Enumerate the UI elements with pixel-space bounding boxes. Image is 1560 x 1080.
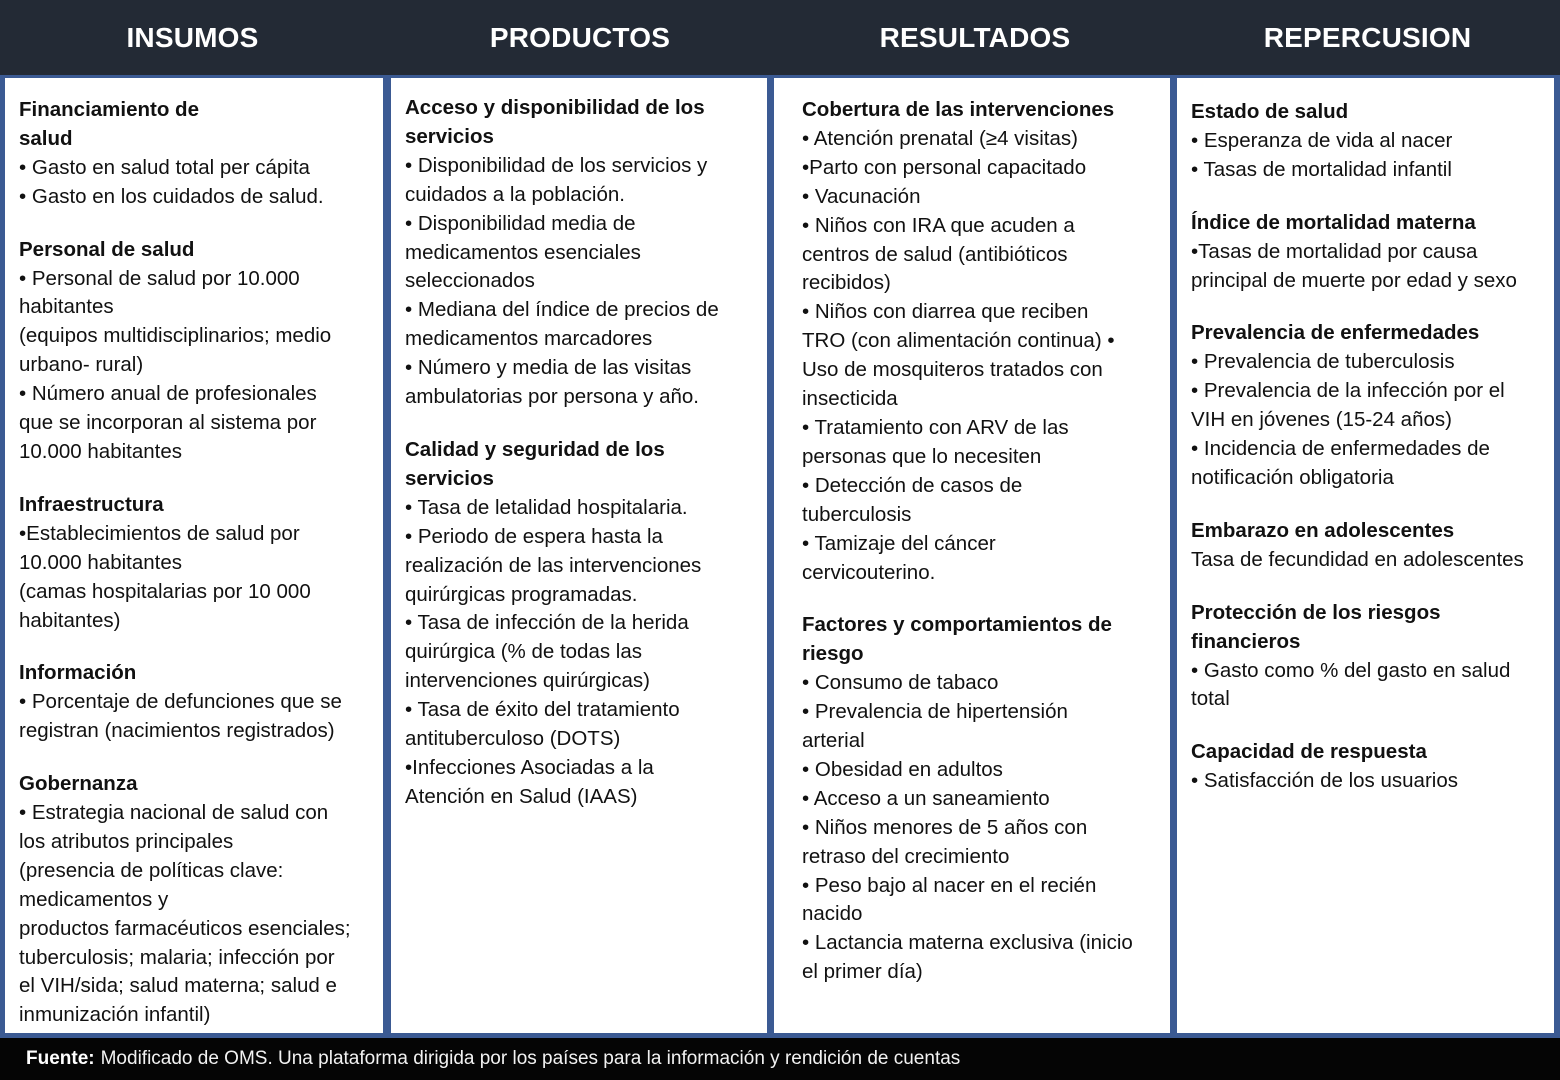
indicator-line: • Disponibilidad media de — [405, 211, 636, 235]
group-title: Financiamiento de — [19, 98, 199, 121]
indicator-line: • Satisfacción de los usuarios — [1191, 769, 1458, 793]
indicator-group — [19, 96, 369, 212]
group-title: Infraestructura — [19, 492, 164, 516]
group-title: Capacidad de respuesta — [1191, 740, 1427, 764]
indicator-line: productos farmacéuticos esenciales; — [19, 916, 351, 940]
indicator-line: • Número y media de las visitas — [405, 356, 692, 380]
indicator-line: tuberculosis — [802, 502, 912, 526]
indicator-line: • Tamizaje del cáncer — [802, 531, 996, 555]
indicator-line: • Niños con IRA que acuden a — [802, 213, 1075, 237]
indicator-line: registran (nacimientos registrados) — [19, 719, 335, 743]
indicator-group — [19, 236, 369, 467]
header-productos: PRODUCTOS — [489, 21, 671, 53]
indicator-line: que se incorporan al sistema por — [19, 411, 317, 435]
indicator-line: • Periodo de espera hasta la — [405, 524, 663, 548]
indicator-line: (presencia de políticas clave: — [19, 858, 284, 882]
indicator-line: habitantes — [19, 295, 114, 319]
indicator-line: • Tasas de mortalidad infantil — [1191, 157, 1452, 181]
footer-text: Modificado de OMS. Una plataforma dirigida por los países para la información y rendición de cuentas — [100, 1048, 961, 1069]
column-resultados — [774, 78, 1170, 1033]
indicator-line: el primer día) — [802, 960, 923, 984]
indicator-line: • Personal de salud por 10.000 — [19, 266, 300, 290]
indicator-line: • Obesidad en adultos — [802, 757, 1003, 781]
indicator-line: el VIH/sida; salud materna; salud e — [19, 974, 337, 998]
indicator-group — [802, 96, 1156, 587]
indicator-group — [19, 770, 369, 1030]
indicator-line: • Incidencia de enfermedades de — [1191, 437, 1490, 461]
indicator-group — [405, 94, 753, 412]
indicator-line: • Gasto en los cuidados de salud. — [19, 184, 324, 208]
indicator-line: •Tasas de mortalidad por causa — [1191, 239, 1478, 263]
indicator-line: los atributos principales — [19, 829, 234, 853]
indicator-line: Atención en Salud (IAAS) — [405, 784, 638, 808]
group-title: Prevalencia de enfermedades — [1191, 321, 1480, 345]
group-title: Personal de salud — [19, 237, 195, 261]
indicator-line: notificación obligatoria — [1191, 465, 1394, 489]
indicator-line: recibidos) — [802, 271, 891, 295]
indicator-line: • Detección de casos de — [802, 473, 1023, 497]
indicator-group — [1191, 738, 1540, 796]
indicator-group — [802, 611, 1156, 987]
indicator-line: intervenciones quirúrgicas) — [405, 669, 650, 693]
indicator-line: insecticida — [802, 387, 898, 411]
group-title: Estado de salud — [1191, 100, 1349, 123]
indicator-line: habitantes) — [19, 608, 121, 632]
indicator-line: • Número anual de profesionales — [19, 382, 317, 406]
indicator-line: cervicouterino. — [802, 560, 936, 584]
footer-label: Fuente: — [26, 1048, 95, 1069]
indicator-line: realización de las intervenciones — [405, 553, 702, 577]
indicator-line: quirúrgicas programadas. — [405, 582, 638, 606]
indicator-line: nacido — [802, 902, 863, 926]
indicator-group — [19, 659, 369, 746]
indicator-group — [1191, 98, 1540, 185]
indicator-line: •Establecimientos de salud por — [19, 521, 300, 545]
indicator-line: • Tasa de éxito del tratamiento — [405, 698, 680, 722]
group-title: Protección de los riesgos — [1191, 600, 1441, 624]
group-title: servicios — [405, 124, 494, 148]
indicator-line: • Prevalencia de hipertensión — [802, 700, 1068, 724]
group-title: Gobernanza — [19, 772, 138, 796]
indicator-line: • Consumo de tabaco — [802, 671, 999, 695]
indicator-line: antituberculoso (DOTS) — [405, 727, 621, 751]
indicator-line: • Lactancia materna exclusiva (inicio — [802, 931, 1133, 955]
header-resultados: RESULTADOS — [879, 21, 1071, 53]
indicator-line: • Tasa de infección de la herida — [405, 611, 689, 635]
indicator-line: • Niños con diarrea que reciben — [802, 300, 1089, 324]
indicator-line: • Acceso a un saneamiento — [802, 786, 1050, 810]
indicator-line: •Parto con personal capacitado — [802, 155, 1087, 179]
indicator-line: • Disponibilidad de los servicios y — [405, 153, 708, 177]
group-title: financieros — [1191, 629, 1301, 653]
column-productos — [391, 78, 767, 1033]
table-header — [0, 0, 1560, 75]
indicator-group — [1191, 319, 1540, 492]
indicator-line: Tasa de fecundidad en adolescentes — [1191, 547, 1524, 571]
indicator-line: • Gasto como % del gasto en salud — [1191, 658, 1511, 682]
source-footer — [0, 1036, 1560, 1080]
indicator-line: • Porcentaje de defunciones que se — [19, 690, 342, 714]
indicator-line: • Prevalencia de la infección por el — [1191, 379, 1505, 403]
group-title: salud — [19, 126, 73, 150]
indicator-line: • Mediana del índice de precios de — [405, 298, 719, 322]
group-title: Cobertura de las intervenciones — [802, 98, 1115, 121]
indicator-line: centros de salud (antibióticos — [802, 242, 1068, 266]
indicator-line: tuberculosis; malaria; infección por — [19, 945, 335, 969]
indicator-line: •Infecciones Asociadas a la — [405, 755, 654, 779]
indicator-line: medicamentos esenciales — [405, 240, 641, 264]
group-title: Acceso y disponibilidad de los — [405, 96, 705, 119]
table-body — [0, 75, 1560, 1036]
header-insumos: INSUMOS — [126, 21, 259, 53]
indicator-line: • Prevalencia de tuberculosis — [1191, 350, 1455, 374]
group-title: Información — [19, 661, 137, 685]
indicator-line: inmunización infantil) — [19, 1003, 211, 1027]
indicator-line: cuidados a la población. — [405, 182, 625, 206]
indicator-line: • Vacunación — [802, 184, 921, 208]
indicator-line: (camas hospitalarias por 10 000 — [19, 579, 311, 603]
indicator-line: seleccionados — [405, 269, 535, 293]
indicator-group — [1191, 209, 1540, 296]
group-title: riesgo — [802, 642, 864, 666]
group-title: Índice de mortalidad materna — [1191, 210, 1476, 234]
indicator-group — [1191, 517, 1540, 575]
indicator-group — [1191, 599, 1540, 715]
indicator-line: medicamentos marcadores — [405, 327, 653, 351]
indicator-line: urbano- rural) — [19, 353, 144, 377]
indicator-line: • Tasa de letalidad hospitalaria. — [405, 495, 688, 519]
column-repercusion — [1177, 78, 1554, 1033]
indicator-line: 10.000 habitantes — [19, 550, 182, 574]
header-repercusion: REPERCUSION — [1263, 21, 1472, 53]
indicator-line: quirúrgica (% de todas las — [405, 640, 643, 664]
indicator-line: ambulatorias por persona y año. — [405, 385, 700, 409]
indicator-line: principal de muerte por edad y sexo — [1191, 268, 1517, 292]
indicator-line: medicamentos y — [19, 887, 169, 911]
indicator-line: • Peso bajo al nacer en el recién — [802, 873, 1097, 897]
indicator-line: Uso de mosquiteros tratados con — [802, 358, 1103, 382]
indicator-line: (equipos multidisciplinarios; medio — [19, 324, 332, 348]
indicator-line: • Niños menores de 5 años con — [802, 815, 1088, 839]
group-title: Embarazo en adolescentes — [1191, 518, 1455, 542]
indicator-group — [405, 436, 753, 812]
indicator-line: • Esperanza de vida al nacer — [1191, 128, 1453, 152]
indicator-line: personas que lo necesiten — [802, 444, 1042, 468]
indicator-line: • Atención prenatal (≥4 visitas) — [802, 126, 1078, 150]
column-insumos — [5, 78, 383, 1033]
indicator-line: total — [1191, 687, 1230, 711]
indicator-group — [19, 491, 369, 636]
indicator-line: • Estrategia nacional de salud con — [19, 801, 329, 825]
indicator-line: • Gasto en salud total per cápita — [19, 155, 310, 179]
indicator-line: retraso del crecimiento — [802, 844, 1010, 868]
indicator-line: TRO (con alimentación continua) • — [802, 329, 1115, 353]
indicator-line: 10.000 habitantes — [19, 439, 182, 463]
indicator-line: VIH en jóvenes (15-24 años) — [1191, 408, 1452, 432]
group-title: Calidad y seguridad de los servicios — [405, 437, 665, 490]
group-title: Factores y comportamientos de — [802, 613, 1112, 637]
indicator-line: • Tratamiento con ARV de las — [802, 415, 1069, 439]
indicator-line: arterial — [802, 729, 865, 753]
